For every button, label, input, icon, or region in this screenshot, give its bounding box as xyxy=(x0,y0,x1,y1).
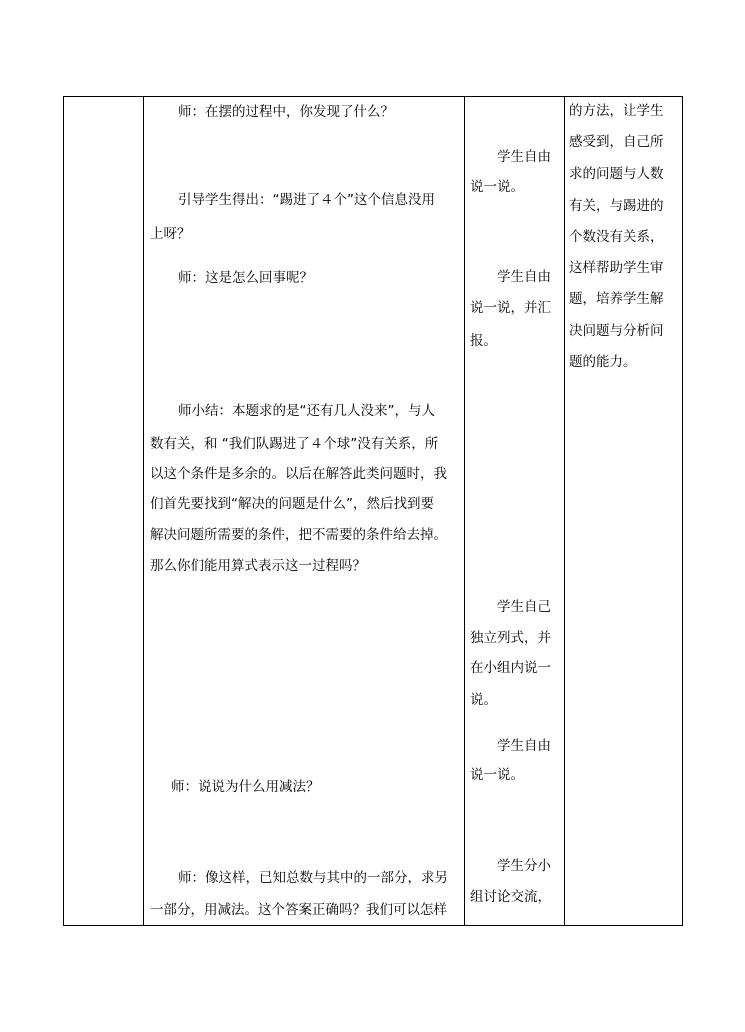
intent-line: 求的问题与人数 xyxy=(569,166,664,182)
intent-line: 个数没有关系， xyxy=(569,229,664,245)
summary-line: 们首先要找到“解决的问题是什么”，然后找到要 xyxy=(150,496,434,512)
student-activity-line: 说。 xyxy=(470,692,497,708)
summary-line: 数有关，和 “我们队踢进了４个球”没有关系，所 xyxy=(150,436,439,452)
student-activity-line: 说一说。 xyxy=(470,767,524,783)
student-activity-line: 学生分小 xyxy=(497,858,551,874)
closing-line: 师：像这样，已知总数与其中的一部分，求另 xyxy=(178,870,448,886)
teacher-question-subtract: 师：说说为什么用减法？ xyxy=(171,779,320,795)
closing-line: 一部分，用减法。这个答案正确吗？我们可以怎样 xyxy=(150,902,447,918)
column-divider xyxy=(464,97,465,925)
column-divider xyxy=(564,97,565,925)
summary-line: 那么你们能用算式表示这一过程吗？ xyxy=(150,558,366,574)
summary-line: 师小结：本题求的是“还有几人没来”，与人 xyxy=(178,403,435,419)
student-activity-line: 独立列式，并 xyxy=(470,630,551,646)
guide-text-line: 引导学生得出：“踢进了４个”这个信息没用 xyxy=(178,192,435,208)
student-activity-line: 说一说。 xyxy=(470,179,524,195)
student-activity-line: 说一说，并汇 xyxy=(470,300,551,316)
student-activity-line: 学生自己 xyxy=(497,599,551,615)
intent-line: 有关，与踢进的 xyxy=(569,198,664,214)
summary-line: 以这个条件是多余的。以后在解答此类问题时，我 xyxy=(150,466,447,482)
intent-line: 感受到，自己所 xyxy=(569,134,664,150)
student-activity-line: 报。 xyxy=(470,333,497,349)
intent-line: 这样帮助学生审 xyxy=(569,260,664,276)
guide-text-line: 上呀？ xyxy=(150,226,191,242)
teacher-question-why: 师：这是怎么回事呢？ xyxy=(178,270,313,286)
student-activity-line: 在小组内说一 xyxy=(470,660,551,676)
student-activity-line: 学生自由 xyxy=(497,149,551,165)
teacher-question-discover: 师：在摆的过程中，你发现了什么？ xyxy=(178,104,394,120)
intent-line: 题，培养学生解 xyxy=(569,291,664,307)
summary-line: 解决问题所需要的条件，把不需要的条件给去掉。 xyxy=(150,527,447,543)
intent-line: 题的能力。 xyxy=(569,354,637,370)
student-activity-line: 组讨论交流， xyxy=(470,889,551,905)
student-activity-line: 学生自由 xyxy=(497,738,551,754)
intent-line: 决问题与分析问 xyxy=(569,323,664,339)
student-activity-line: 学生自由 xyxy=(497,269,551,285)
intent-line: 的方法，让学生 xyxy=(569,103,664,119)
column-divider xyxy=(143,97,144,925)
